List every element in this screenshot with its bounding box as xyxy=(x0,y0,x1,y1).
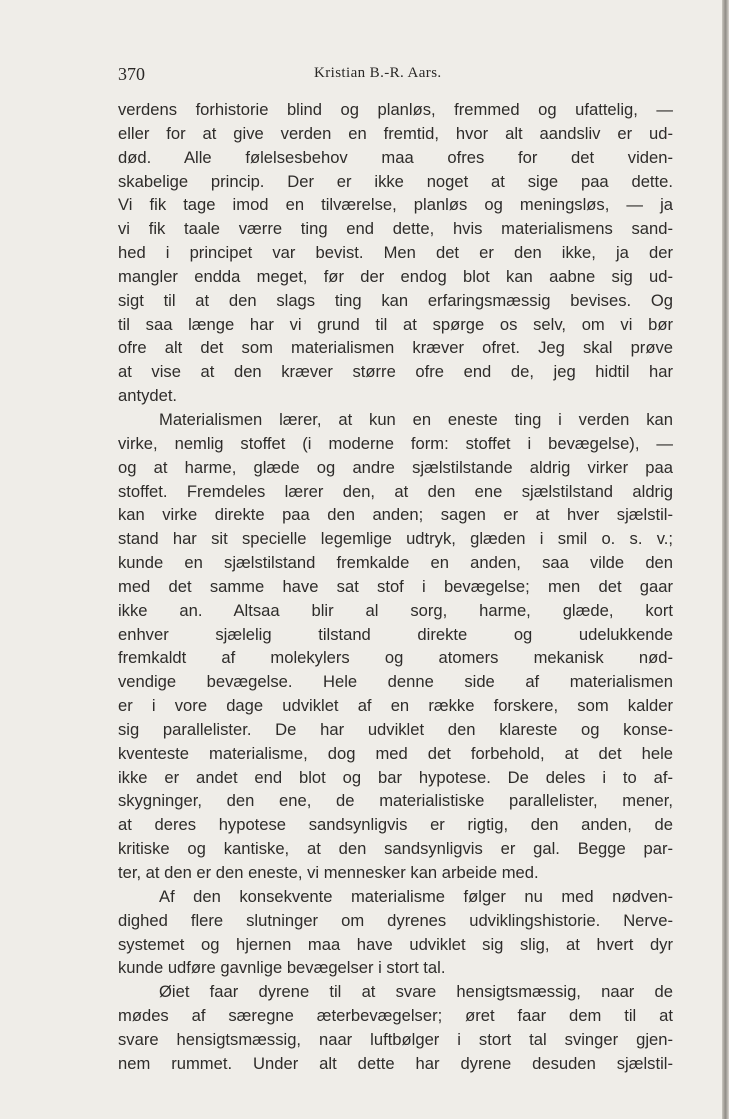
text-line: død. Alle følelsesbehov maa ofres for det viden- xyxy=(118,147,673,167)
text-line: antydet. xyxy=(118,386,178,406)
text-line: ikke an. Altsaa blir al sorg, harme, glæde, kort xyxy=(118,600,673,620)
text-line: kventeste materialisme, dog med det forbehold, at det hele xyxy=(118,743,673,763)
text-line: hed i principet var bevist. Men det er den ikke, ja der xyxy=(118,243,673,263)
text-line: kan virke direkte paa den anden; sagen er at hver sjælstil- xyxy=(118,505,673,525)
text-line: mødes af særegne æterbevægelser; øret faar dem til at xyxy=(118,1006,673,1026)
text-line: sigt til at den slags ting kan erfaringsmæssig bevises. Og xyxy=(118,290,673,310)
text-line: Materialismen lærer, at kun en eneste ting i verden kan xyxy=(159,409,673,429)
text-line: Øiet faar dyrene til at svare hensigtsmæssig, naar de xyxy=(159,982,673,1002)
body-text xyxy=(118,98,673,1076)
text-line: skygninger, den ene, de materialistiske parallelister, mener, xyxy=(118,791,673,811)
text-line: svare hensigtsmæssig, naar luftbølger i stort tal svinger gjen- xyxy=(118,1029,673,1049)
text-line: Af den konsekvente materialisme følger nu med nødven- xyxy=(159,886,673,906)
text-line: sig parallelister. De har udviklet den klareste og konse- xyxy=(118,719,673,739)
text-line: fremkaldt af molekylers og atomers mekanisk nød- xyxy=(118,648,673,668)
text-line: kritiske og kantiske, at den sandsynligvis er gal. Begge par- xyxy=(118,839,673,859)
text-line: kunde en sjælstilstand fremkalde en anden, saa vilde den xyxy=(118,553,673,573)
text-line: dighed flere slutninger om dyrenes udviklingshistorie. Nerve- xyxy=(118,910,673,930)
running-head: Kristian B.-R. Aars. xyxy=(314,65,442,81)
text-line: vi fik taale værre ting end dette, hvis materialismens sand- xyxy=(118,219,673,239)
text-line: mangler endda meget, før der endog blot kan aabne sig ud- xyxy=(118,266,673,286)
text-line: enhver sjælelig tilstand direkte og udelukkende xyxy=(118,624,673,644)
text-line: at vise at den kræver større ofre end de, jeg hidtil har xyxy=(118,362,673,382)
text-line: skabelige princip. Der er ikke noget at sige paa dette. xyxy=(118,171,673,191)
text-line: ter, at den er den eneste, vi mennesker kan arbeide med. xyxy=(118,863,539,882)
text-line: nem rummet. Under alt dette har dyrene desuden sjælstil- xyxy=(118,1053,673,1073)
text-line: kunde udføre gavnlige bevægelser i stort tal. xyxy=(118,958,446,978)
page-edge xyxy=(722,0,729,1119)
text-line: er i vore dage udviklet af en række forskere, som kalder xyxy=(118,696,673,716)
page-number: 370 xyxy=(118,64,145,84)
text-line: stand har sit specielle legemlige udtryk, glæden i smil o. s. v.; xyxy=(118,529,673,549)
text-line: at deres hypotese sandsynligvis er rigtig, den anden, de xyxy=(118,815,673,835)
text-line: vendige bevægelse. Hele denne side af materialismen xyxy=(118,672,673,692)
text-line: eller for at give verden en fremtid, hvor alt aandsliv er ud- xyxy=(118,123,673,143)
text-line: Vi fik tage imod en tilværelse, planløs og meningsløs, — ja xyxy=(118,195,673,215)
text-line: ofre alt det som materialismen kræver ofret. Jeg skal prøve xyxy=(118,338,673,358)
text-line: med det samme have sat stof i bevægelse; men det gaar xyxy=(118,576,673,596)
page-header xyxy=(118,64,673,88)
text-line: stoffet. Fremdeles lærer den, at den ene sjælstilstand aldrig xyxy=(118,481,673,501)
text-line: verdens forhistorie blind og planløs, fremmed og ufattelig, — xyxy=(118,100,673,119)
text-line: og at harme, glæde og andre sjælstilstande aldrig virker paa xyxy=(118,457,673,477)
text-line: ikke er andet end blot og bar hypotese. De deles i to af- xyxy=(118,767,673,787)
text-line: systemet og hjernen maa have udviklet sig slig, at hvert dyr xyxy=(118,934,673,954)
text-line: til saa længe har vi grund til at spørge os selv, om vi bør xyxy=(118,314,673,334)
text-line: virke, nemlig stoffet (i moderne form: stoffet i bevægelse), — xyxy=(118,433,673,453)
